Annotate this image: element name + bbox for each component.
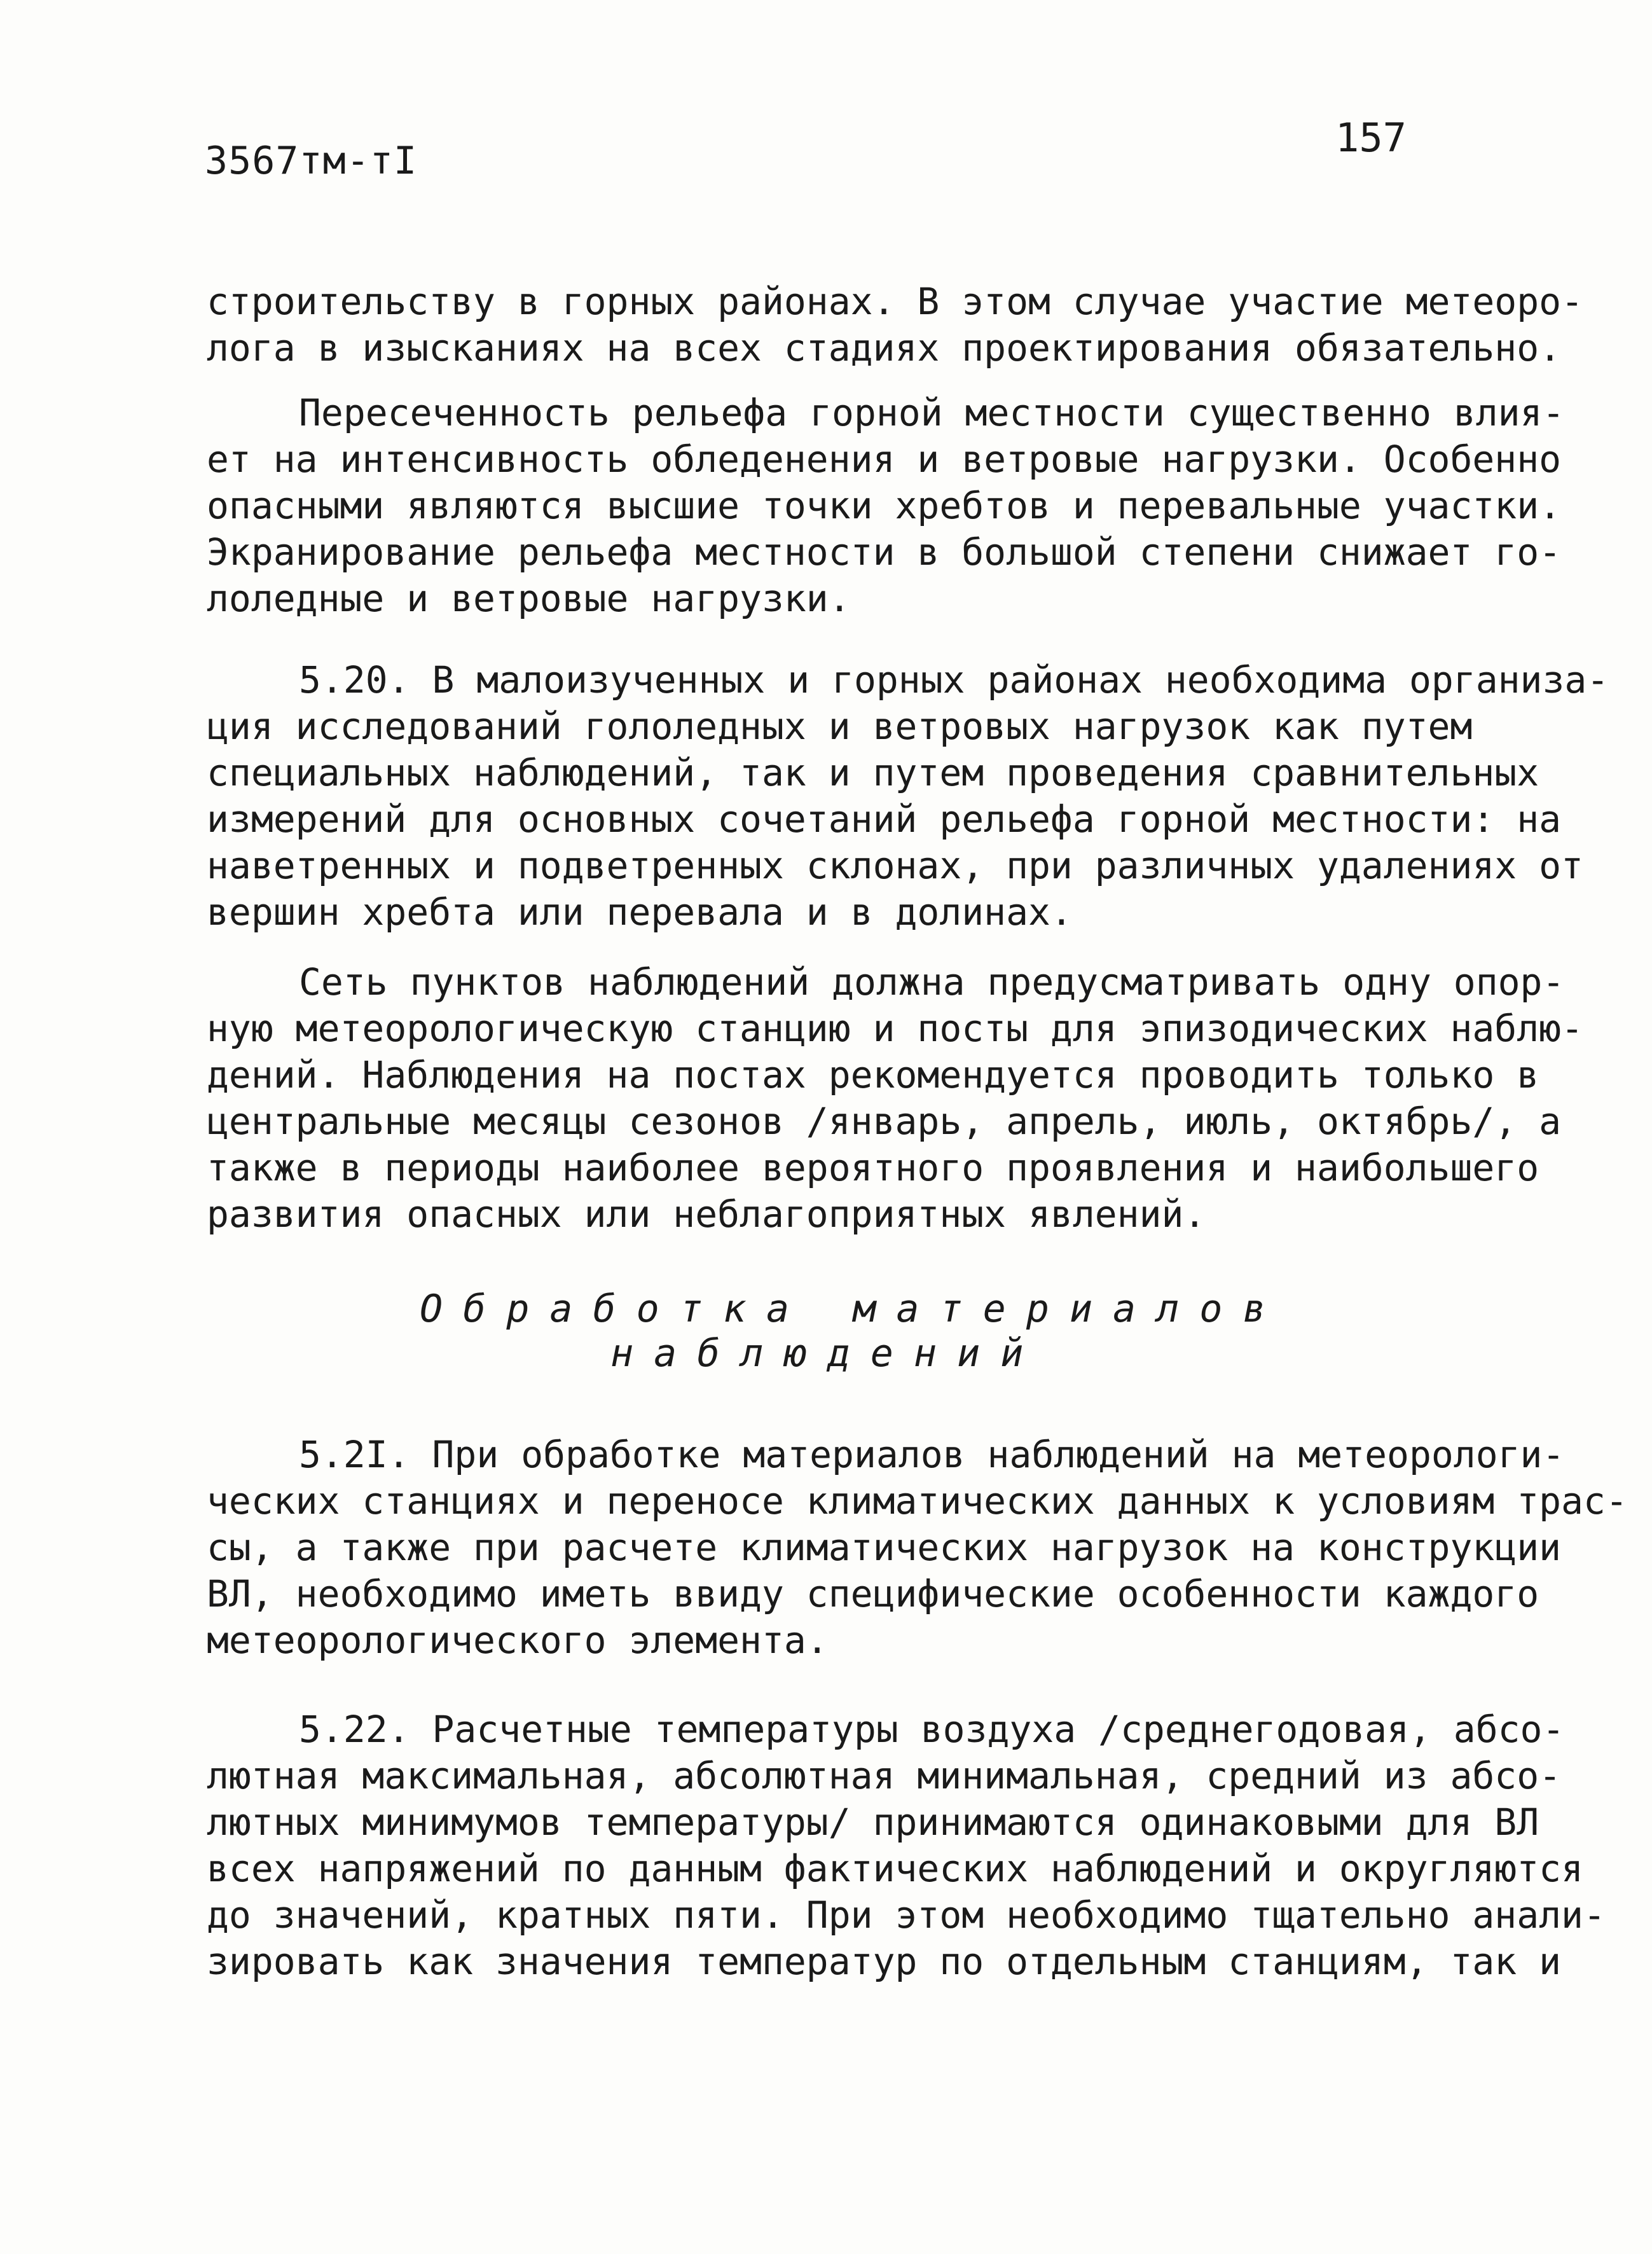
text-line: сы, а также при расчете климатических нагрузок на конструкции (207, 1526, 1562, 1569)
text-line: строительству в горных районах. В этом случае участие метеоро- (207, 280, 1583, 323)
page-number: 157 (1335, 114, 1407, 161)
text-line: наветренных и подветренных склонах, при различных удалениях от (207, 844, 1583, 887)
text-line: лоледные и ветровые нагрузки. (207, 577, 851, 620)
text-line: измерений для основных сочетаний рельефа горной местности: на (207, 798, 1562, 841)
section-heading: наблюдений (610, 1331, 1044, 1376)
text-line: Сеть пунктов наблюдений должна предусматривать одну опор- (299, 960, 1565, 1004)
text-line: 5.2I. При обработке материалов наблюдений на метеорологи- (299, 1433, 1565, 1476)
text-line: до значений, кратных пяти. При этом необходимо тщательно анали- (207, 1893, 1606, 1937)
text-line: специальных наблюдений, так и путем проведения сравнительных (207, 751, 1539, 794)
text-line: 5.22. Расчетные температуры воздуха /среднегодовая, абсо- (299, 1708, 1565, 1751)
text-line: зировать как значения температур по отдельным станциям, так и (207, 1940, 1562, 1983)
text-line: ВЛ, необходимо иметь ввиду специфические особенности каждого (207, 1572, 1539, 1615)
text-line: метеорологического элемента. (207, 1619, 829, 1662)
text-line: ет на интенсивность обледенения и ветровые нагрузки. Особенно (207, 438, 1562, 481)
section-heading: Обработка материалов (420, 1287, 1286, 1331)
text-line: центральные месяцы сезонов /январь, апрель, июль, октябрь/, а (207, 1100, 1562, 1143)
text-line: всех напряжений по данным фактических наблюдений и округляются (207, 1847, 1583, 1890)
text-line: также в периоды наиболее вероятного проявления и наибольшего (207, 1146, 1539, 1189)
text-line: Пересеченность рельефа горной местности существенно влия- (299, 391, 1565, 434)
text-line: лютных минимумов температуры/ принимаются одинаковыми для ВЛ (207, 1801, 1539, 1844)
text-line: 5.20. В малоизученных и горных районах необходима организа- (299, 658, 1609, 702)
text-line: лога в изысканиях на всех стадиях проектирования обязательно. (207, 326, 1562, 370)
document-code: 3567тм-тI (205, 139, 418, 183)
text-line: ция исследований гололедных и ветровых нагрузок как путем (207, 705, 1473, 748)
text-line: опасными являются высшие точки хребтов и перевальные участки. (207, 484, 1562, 527)
text-line: вершин хребта или перевала и в долинах. (207, 890, 1073, 934)
text-line: дений. Наблюдения на постах рекомендуется проводить только в (207, 1053, 1539, 1096)
text-line: ческих станциях и переносе климатических данных к условиям трас- (207, 1479, 1628, 1523)
text-line: ную метеорологическую станцию и посты для эпизодических наблю- (207, 1007, 1583, 1050)
text-line: Экранирование рельефа местности в большой степени снижает го- (207, 530, 1562, 574)
text-line: лютная максимальная, абсолютная минимальная, средний из абсо- (207, 1754, 1562, 1797)
text-line: развития опасных или неблагоприятных явлений. (207, 1193, 1206, 1236)
